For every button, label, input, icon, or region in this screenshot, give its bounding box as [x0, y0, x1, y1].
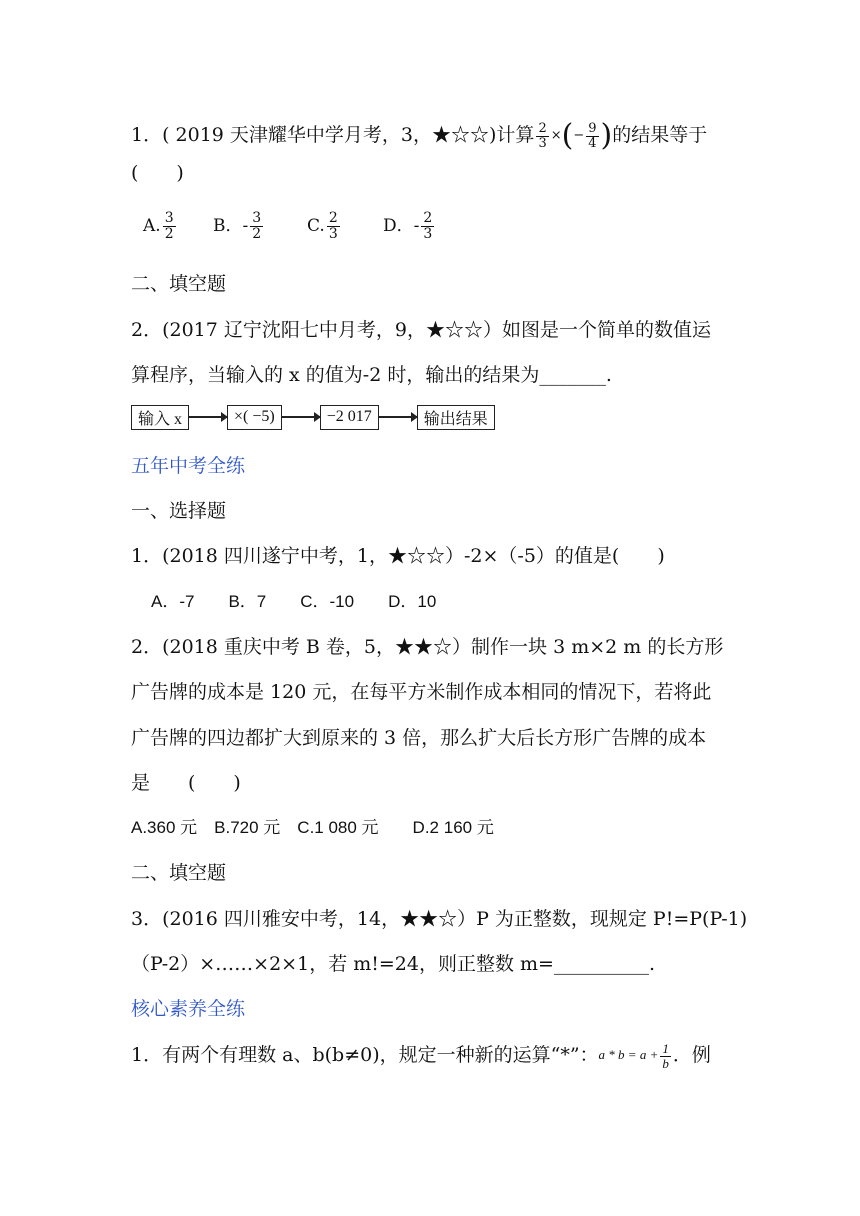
question-5-line1: 3．(2016 四川雅安中考，14，★★☆）P 为正整数，现规定 P!=P(P-1): [131, 908, 748, 930]
option-c: C. $\frac{2}{3}$: [307, 210, 338, 242]
option-d: D．- $\frac{2}{3}$: [383, 210, 433, 242]
section-heading-choice: 一、选择题: [131, 500, 227, 522]
question-2-line2: 算程序，当输入的 x 的值为-2 时，输出的结果为_______.: [131, 364, 612, 386]
question-4-line4: 是 ( ): [131, 772, 241, 794]
question-1-line1: 1．( 2019 天津耀华中学月考，3，★☆☆)计算 $\frac{2}{3}$ ×(− $\frac{9}{4}$ )的结果等于: [131, 118, 708, 153]
question-3-options: A．-7 B．7 C．-10 D．10: [151, 592, 437, 611]
option-b: B．- $\frac{3}{2}$: [213, 210, 262, 242]
arrow-icon: [282, 416, 320, 418]
section-heading-core: 核心素养全练: [131, 998, 246, 1020]
section-heading-fill-in-2: 二、填空题: [131, 862, 227, 884]
flow-box-input: 输入 x: [131, 405, 189, 430]
flow-box-subtract: −2 017: [320, 405, 379, 430]
question-4-line1: 2．(2018 重庆中考 B 卷，5，★★☆）制作一块 3 m×2 m 的长方形: [131, 636, 724, 658]
question-4-line3: 广告牌的四边都扩大到原来的 3 倍，那么扩大后长方形广告牌的成本: [131, 727, 707, 749]
right-paren: ): [600, 118, 613, 153]
question-4-options: A.360 元 B.720 元 C.1 080 元 D.2 160 元: [131, 818, 494, 837]
operation-formula: a * b = a + $\frac{1}{b}$: [598, 1040, 669, 1071]
flow-box-output: 输出结果: [417, 405, 495, 430]
arrow-icon: [189, 416, 227, 418]
question-3-line1: 1．(2018 四川遂宁中考，1，★☆☆）-2×（-5）的值是( ): [131, 545, 665, 567]
question-5-line2: （P-2）×……×2×1，若 m!=24，则正整数 m=__________.: [131, 953, 655, 975]
section-heading-five-year: 五年中考全练: [131, 455, 246, 477]
left-paren: (: [561, 118, 574, 153]
question-2-line1: 2．(2017 辽宁沈阳七中月考，9，★☆☆）如图是一个简单的数值运: [131, 319, 711, 341]
fraction-two-thirds: $\frac{2}{3}$: [538, 120, 547, 151]
flowchart: [131, 403, 495, 431]
fraction-nine-fourths: $\frac{9}{4}$: [588, 120, 597, 151]
option-a: A. $\frac{3}{2}$: [143, 210, 174, 242]
flow-box-multiply: ×( −5): [227, 405, 282, 430]
question-4-line2: 广告牌的成本是 120 元，在每平方米制作成本相同的情况下，若将此: [131, 681, 712, 703]
section-heading-fill-in: 二、填空题: [131, 273, 227, 295]
arrow-icon: [379, 416, 417, 418]
question-1-answer-paren: ( ): [131, 162, 184, 184]
question-6-line1: 1．有两个有理数 a、b(b≠0)，规定一种新的运算“*”：a * b = a + $\frac{1}{b}$ ．例: [131, 1040, 711, 1071]
